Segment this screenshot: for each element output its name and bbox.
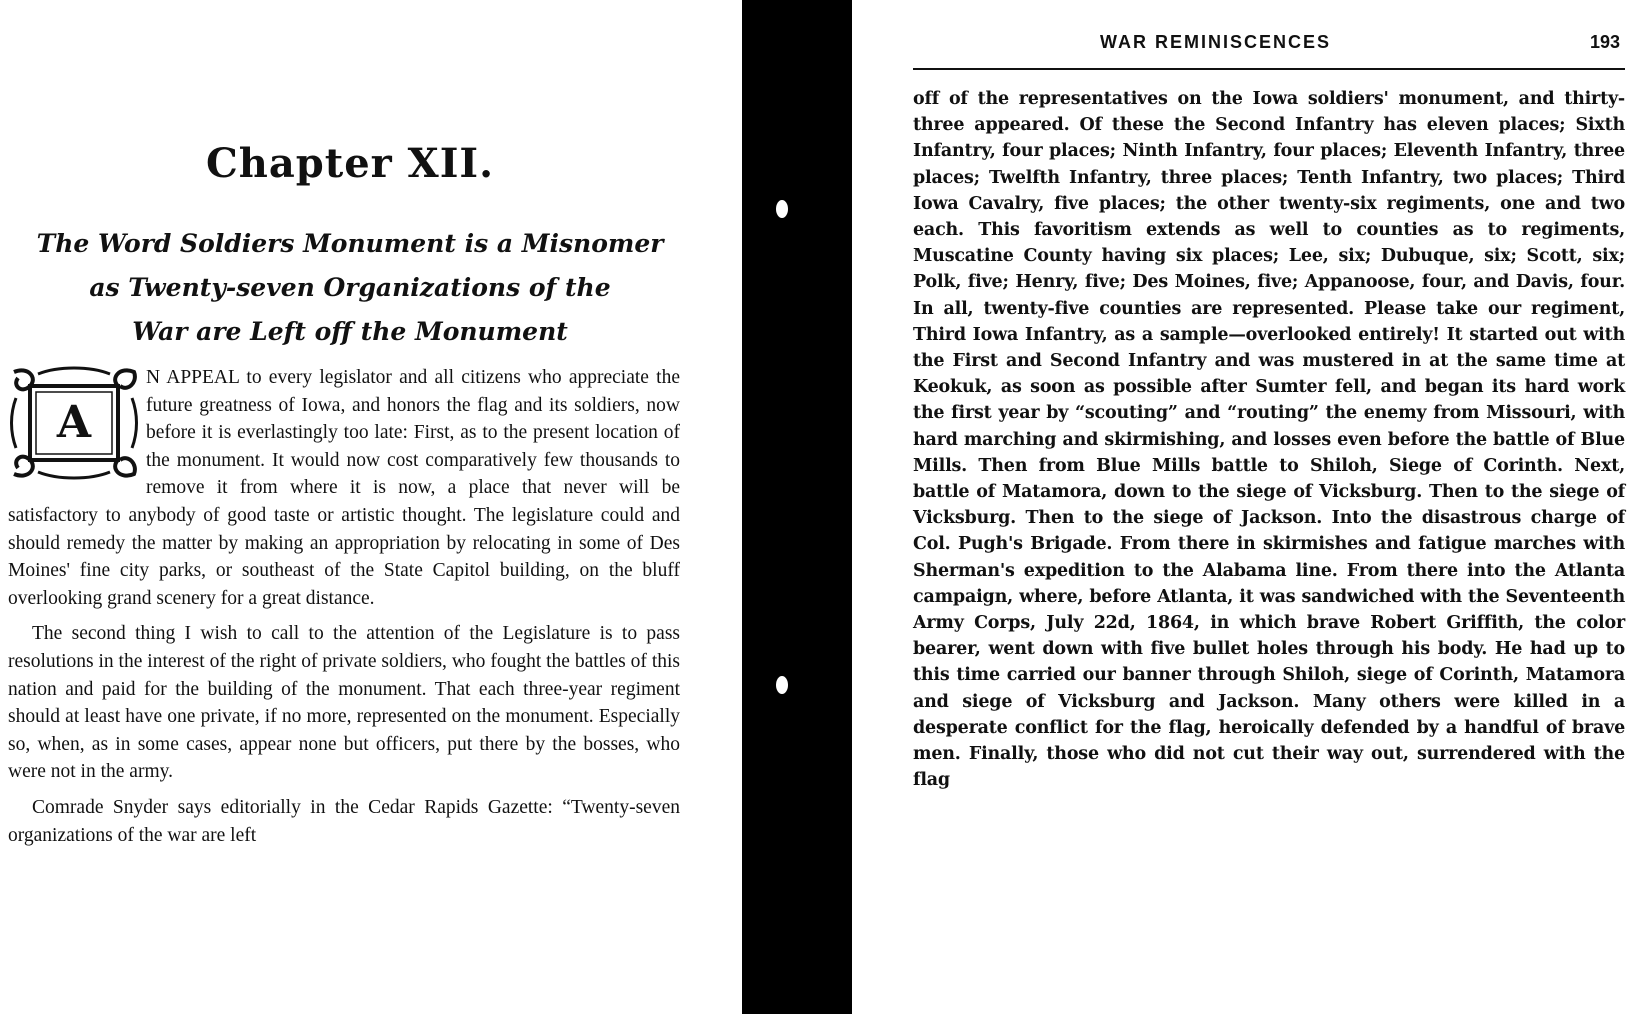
drop-cap-letter: A [56,397,92,448]
chapter-subtitle [0,222,700,354]
subtitle-line: The Word Soldiers Monument is a Misnomer [36,229,664,258]
page-number: 193 [1589,32,1620,52]
subtitle-line: War are Left off the Monument [132,317,568,346]
binding-hole [776,676,788,694]
left-body-text [8,364,680,849]
paragraph: off of the representatives on the Iowa soldiers' monument, and thirty-three appeared. Of these the Second Infantry has eleven places; Sixth Infantry, four places; Ninth Infantry, four places; Eleventh Infantry, three places; Twelfth Infantry, three places; Tenth Infantry, two places; Third Iowa Cavalry, five places; the other twenty-six regiments, one and two each. This favoritism extends as well to counties as to regiments, Muscatine County having six places; Lee, six; Dubuque, six; Scott, six; Polk, five; Henry, five; Des Moines, five; Appanoose, four, and Davis, four. In all, twenty-five counties are represented. Please take our regiment, Third Iowa Infantry, as a sample—overlooked entirely! It started out with the First and Second Infantry and was mustered in at the same time at Keokuk, as soon as possible after Sumter fell, and began its hard work the first year by “scouting” and “routing” the enemy from Missouri, with hard marching and skirmishing, and losses even before the battle of Blue Mills. Then from Blue Mills battle to Shiloh, Siege of Corinth. Next, battle of Matamora, down to the siege of Vicksburg. Then to the siege of Vicksburg. Then to the siege of Jackson. Into the disastrous charge of Col. Pugh's Brigade. From there in skirmishes and fatigue marches with Sherman's expedition to the Alabama line. From there into the Atlanta campaign, where, before Atlanta, it was sandwiched with the Seventeenth Army Corps, July 22d, 1864, in which brave Robert Griffith, the color bearer, went down with five bullet holes through his body. He had up to this time carried our banner through Shiloh, siege of Corinth, Matamora and siege of Vicksburg and Jackson. Many others were killed in a desperate conflict for the flag, heroically defended by a handful of brave men. Finally, those who did not cut their way out, surrendered with the flag [913,89,1625,791]
paragraph: Comrade Snyder says editorially in the Cedar Rapids Gazette: “Twenty-seven organizations of the war are left [8,796,680,846]
binding-hole [776,200,788,218]
header-rule [913,68,1625,70]
running-head-title: WAR REMINISCENCES [1100,32,1332,52]
paragraph [8,364,680,612]
book-spine-shadow [742,0,852,1014]
running-head [960,30,1620,58]
right-body-text [913,86,1625,793]
chapter-title: Chapter XII. [205,140,495,187]
subtitle-line: as Twenty-seven Organizations of the [89,273,611,302]
paragraph: The second thing I wish to call to the attention of the Legislature is to pass resolutions in the interest of the right of private soldiers, who fought the battles of this nation and paid for the building of the monument. That each three-year regiment should at least have one private, if no more, represented on the monument. Especially so, when, as in some cases, appear none but officers, put there by the bosses, who were not in the army. [8,623,680,783]
drop-cap-ornament [8,364,140,482]
paragraph-text: N APPEAL to every legislator and all citizens who appreciate the future greatness of Iowa, and honors the flag and its soldiers, now before it is everlastingly too late: First, as to the present location of the monument. It would now cost comparatively few thousands to remove it from where it is now, a place that never will be satisfactory to anybody of good taste or artistic thought. The legislature could and should remedy the matter by making an appropriation by relocating in some of Des Moines' fine city parks, or southeast of the State Capitol building, on the bluff overlooking grand scenery for a great distance. [8,367,680,609]
